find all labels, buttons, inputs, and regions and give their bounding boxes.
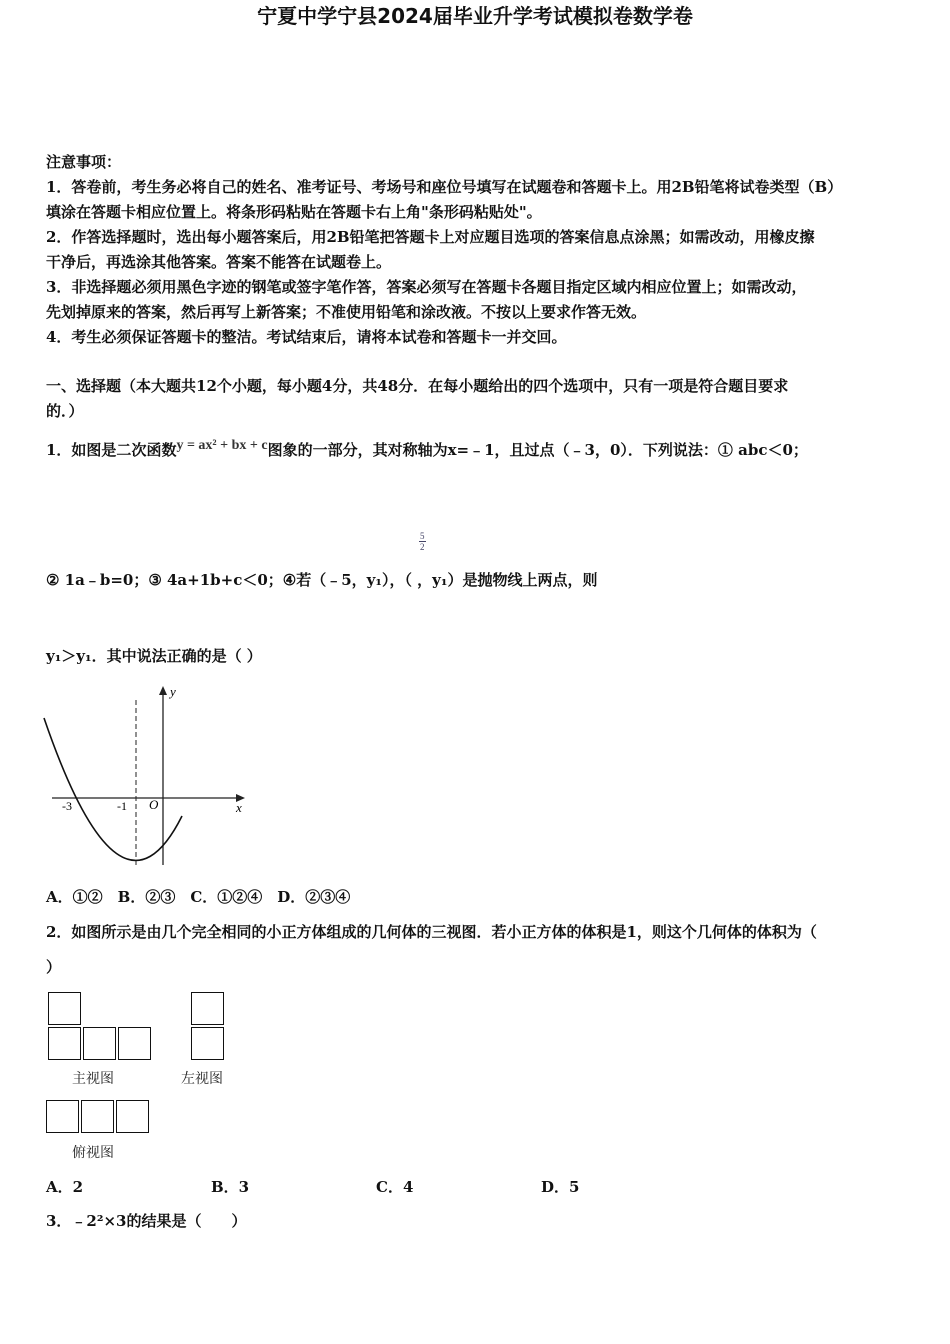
page-title: 宁夏中学宁县2024届毕业升学考试模拟卷数学卷 [257, 4, 693, 28]
q1-stem [46, 440, 808, 462]
q2-option-a: A．2 [46, 1178, 84, 1196]
y-axis-arrow-icon [159, 686, 167, 695]
q1-formula: y = ax² + bx + c [176, 438, 268, 453]
notice-heading: 注意事项： [46, 153, 122, 171]
notice-line: 4．考生必须保证答题卡的整洁。考试结束后，请将本试卷和答题卡一并交回。 [46, 328, 567, 346]
q2-option-b: B．3 [211, 1178, 250, 1196]
cube-cell [48, 992, 81, 1025]
parabola-graph [40, 680, 250, 870]
front-view-caption: 主视图 [72, 1071, 114, 1087]
notice-line: 填涂在答题卡相应位置上。将条形码粘贴在答题卡右上角"条形码粘贴处"。 [46, 203, 542, 221]
left-view [191, 992, 226, 1062]
q1-options: A．①② B．②③ C．①②④ D．②③④ [46, 888, 351, 906]
notice-line: 3．非选择题必须用黑色字迹的钢笔或签字笔作答，答案必须写在答题卡各题目指定区域内相应位置上；如需改动， [46, 278, 807, 296]
fraction-denominator: 2 [420, 542, 425, 552]
notice-line: 先划掉原来的答案，然后再写上新答案；不准使用铅笔和涂改液。不按以上要求作答无效。 [46, 303, 647, 321]
q1-stem-line3: y₁＞y₁．其中说法正确的是（ ） [46, 647, 262, 665]
left-view-caption: 左视图 [181, 1071, 223, 1087]
front-view [48, 992, 153, 1062]
fraction-numerator: 5 [420, 531, 425, 541]
top-view-caption: 俯视图 [72, 1145, 114, 1161]
cube-cell [116, 1100, 149, 1133]
tick-label-neg1: -1 [117, 799, 127, 813]
cube-cell [81, 1100, 114, 1133]
q1-stem-line2: ② 1a﹣b=0；③ 4a+1b+c＜0；④若（﹣5，y₁），（ ，y₁）是抛物线上两点，则 [46, 571, 598, 589]
cube-cell [191, 992, 224, 1025]
y-label: y [170, 684, 176, 699]
tick-label-neg3: -3 [62, 799, 72, 813]
section-heading: 一、选择题（本大题共12个小题，每小题4分，共48分．在每小题给出的四个选项中，只有一项是符合题目要求 [46, 377, 789, 395]
x-label: x [236, 800, 242, 815]
notice-line: 2．作答选择题时，选出每小题答案后，用2B铅笔把答题卡上对应题目选项的答案信息点涂黑；如需改动，用橡皮擦 [46, 228, 815, 246]
cube-cell [46, 1100, 79, 1133]
q2-option-d: D．5 [541, 1178, 580, 1196]
cube-cell [83, 1027, 116, 1060]
q3-stem: 3．﹣2²×3的结果是（ ） [46, 1212, 247, 1230]
origin-label: O [149, 797, 159, 812]
q1-prefix: 1．如图是二次函数 [46, 441, 177, 459]
q2-stem-cont: ） [46, 958, 62, 976]
q2-stem: 2．如图所示是由几个完全相同的小正方体组成的几何体的三视图．若小正方体的体积是1，则这个几何体的体积为（ [46, 923, 817, 941]
cube-cell [191, 1027, 224, 1060]
top-view [46, 1100, 151, 1135]
parabola-curve [44, 718, 182, 860]
cube-cell [48, 1027, 81, 1060]
q1-suffix: 图象的一部分，其对称轴为x=﹣1，且过点（﹣3，0）．下列说法：① abc＜0； [267, 441, 808, 459]
notice-line: 干净后，再选涂其他答案。答案不能答在试题卷上。 [46, 253, 392, 271]
q1-fraction [419, 531, 426, 552]
cube-cell [118, 1027, 151, 1060]
q2-option-c: C．4 [376, 1178, 414, 1196]
notice-line: 1．答卷前，考生务必将自己的姓名、准考证号、考场号和座位号填写在试题卷和答题卡上。用2B铅笔将试卷类型（B） [46, 178, 843, 196]
section-heading-cont: 的．） [46, 402, 84, 420]
